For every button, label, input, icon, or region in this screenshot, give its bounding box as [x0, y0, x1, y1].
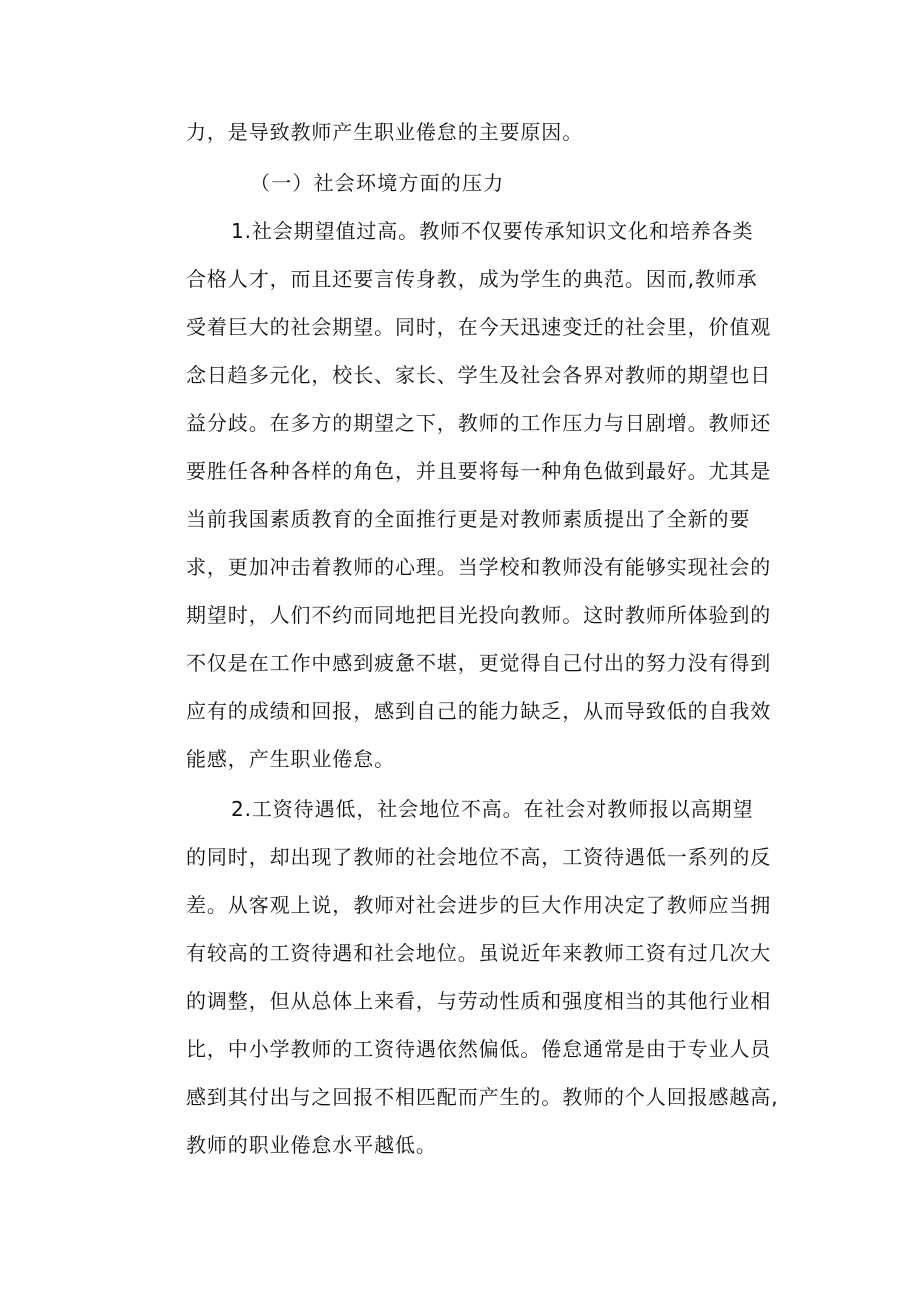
paragraph-line: 的同时，却出现了教师的社会地位不高，工资待遇低一系列的反	[186, 845, 772, 869]
paragraph-line: 期望时，人们不约而同地把目光投向教师。这时教师所体验到的	[186, 603, 772, 627]
intro-line: 力，是导致教师产生职业倦怠的主要原因。	[186, 120, 584, 144]
paragraph-line: 不仅是在工作中感到疲惫不堪，更觉得自己付出的努力没有得到	[186, 651, 772, 675]
paragraph-line: 差。从客观上说，教师对社会进步的巨大作用决定了教师应当拥	[186, 893, 772, 917]
paragraph-line: 1.社会期望值过高。教师不仅要传承知识文化和培养各类	[231, 219, 754, 243]
paragraph-line: 能感，产生职业倦怠。	[186, 747, 395, 771]
paragraph-line: 求，更加冲击着教师的心理。当学校和教师没有能够实现社会的	[186, 555, 772, 579]
paragraph-line: 有较高的工资待遇和社会地位。虽说近年来教师工资有过几次大	[186, 941, 772, 965]
paragraph-line: 念日趋多元化，校长、家长、学生及社会各界对教师的期望也日	[186, 363, 772, 387]
paragraph-line: 合格人才，而且还要言传身教，成为学生的典范。因而,教师承	[186, 267, 758, 291]
paragraph-line: 应有的成绩和回报，感到自己的能力缺乏，从而导致低的自我效	[186, 699, 772, 723]
paragraph-line: 益分歧。在多方的期望之下，教师的工作压力与日剧增。教师还	[186, 411, 772, 435]
paragraph-line: 受着巨大的社会期望。同时，在今天迅速变迁的社会里，价值观	[186, 315, 772, 339]
paragraph-line: 要胜任各种各样的角色，并且要将每一种角色做到最好。尤其是	[186, 459, 772, 483]
section-heading: （一）社会环境方面的压力	[250, 171, 505, 195]
paragraph-line: 比，中小学教师的工资待遇依然偏低。倦怠通常是由于专业人员	[186, 1037, 772, 1061]
paragraph-line: 感到其付出与之回报不相匹配而产生的。教师的个人回报感越高,	[186, 1085, 779, 1109]
paragraph-line: 的调整，但从总体上来看，与劳动性质和强度相当的其他行业相	[186, 989, 772, 1013]
paragraph-line: 教师的职业倦怠水平越低。	[186, 1133, 437, 1157]
paragraph-line: 当前我国素质教育的全面推行更是对教师素质提出了全新的要	[186, 507, 751, 531]
paragraph-line: 2.工资待遇低，社会地位不高。在社会对教师报以高期望	[231, 797, 754, 821]
